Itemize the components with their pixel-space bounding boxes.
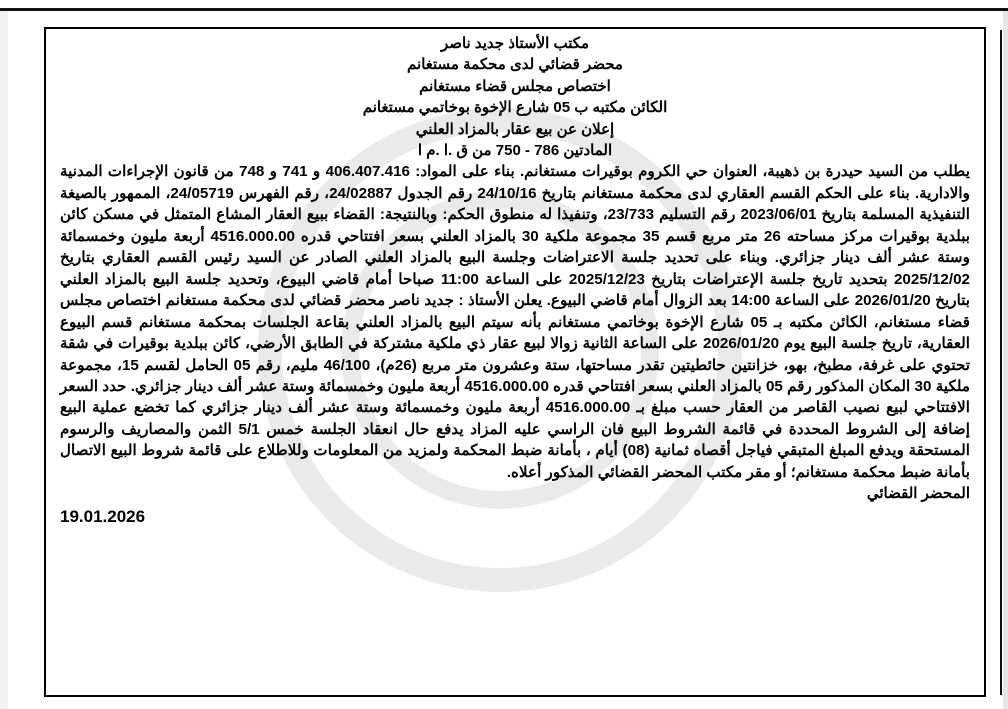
left-margin-strip — [0, 11, 8, 709]
column-divider — [1000, 30, 1002, 695]
notice-header — [60, 33, 970, 161]
header-line-title: إعلان عن بيع عقار بالمزاد العلني — [415, 120, 615, 138]
notice-date: 19.01.2026 — [60, 507, 146, 527]
header-line-office: مكتب الأستاذ جديد ناصر — [440, 35, 590, 52]
header-line-address: الكائن مكتبه ب 05 شارع الإخوة بوخاتمي مستغانم — [362, 99, 668, 117]
top-rule — [0, 8, 1008, 11]
right-margin-strip — [1003, 11, 1008, 709]
header-line-bailiff: محضر قضائي لدى محكمة مستغانم — [407, 56, 623, 74]
signature-title: المحضر القضائي — [866, 485, 970, 503]
header-line-jurisdiction: اختصاص مجلس قضاء مستغانم — [419, 77, 611, 95]
notice-body: يطلب من السيد حيدرة بن ذهيبة، العنوان حي الكروم بوقيرات مستغانم. بناء على المواد: 406.407.416 و 741 و 748 من قانون الإجراءات المدنية والادارية. بناء على الحكم القسم العقاري لدى محكمة مستغانم بتاريخ 24/10/16 رقم الجدول 24/02887، رقم الفهرس 24/05719، الممهور بالصيغة التنفيذية المسلمة بتاريخ 2023/06/01 رقم التسليم 23/733، وتنفيذا له منطوق الحكم: وبالنتيجة: القضاء ببيع العقار المشاع المتمثل في مسكن كائن ببلدية بوقيرات مركز مساحته 26 متر مربع قسم 35 مجموعة ملكية 30 بالمزاد العلني بسعر افتتاحي قدره 4516.000.00 أربعة مليون وخمسمائة وستة عشر ألف دينار جزائري. وبناء على تحديد جلسة الاعتراضات وجلسة البيع بالمزاد العلني الصادر عن السيد رئيس القسم العقاري بتاريخ 2025/12/02 بتحديد تاريخ جلسة الإعتراضات بتاريخ 2025/12/23 على الساعة 11:00 صباحا أمام قاضي البيوع، وتحديد جلسة البيع بالمزاد العلني بتاريخ 2026/01/20 على الساعة 14:00 بعد الزوال أمام قاضي البيوع. يعلن الأستاذ : جديد ناصر محضر قضائي لدى محكمة مستغانم اختصاص مجلس قضاء مستغانم، الكائن مكتبه بـ 05 شارع الإخوة بوخاتمي مستغانم بأنه سيتم البيع بالمزاد العلني بقاعة الجلسات بمحكمة مستغانم قسم البيوع العقارية، تاريخ جلسة البيع يوم 2026/01/20 على الساعة الثانية زوالا لبيع عقار ذي ملكية مشتركة في الطابق الأرضي، كائن ببلدية بوقيرات في شقة تحتوي على غرفة، مطبخ، بهو، خزانتين حائطيتين تقدر مساحتها، ستة وعشرون متر مربع (26م)، 46/100 مليم، رقم 05 الحامل لقسم 15، مجموعة ملكية 30 المكان المذكور رقم 05 بالمزاد العلني بسعر افتتاحي قدره 4516.000.00 أربعة مليون وخمسمائة وستة عشر ألف دينار جزائري. حدد السعر الافتتاحي لبيع نصيب القاصر من العقار حسب مبلغ بـ 4516.000.00 أربعة مليون وخمسمائة وستة عشر ألف دينار جزائري كما تخضع عملية البيع إضافة إلى الشروط المحددة في قائمة الشروط البيع فان الراسي عليه المزاد يدفع حال انعقاد الجلسة خمس 5/1 الثمن والمصاريف والرسوم المستحقة ويدفع المبلغ المتبقي فياجل أقصاه ثمانية (08) أيام ، بأمانة ضبط المحكمة ولمزيد من المعلومات وللاطلاع على قائمة شروط البيع الاتصال بأمانة ضبط محكمة مستغانم؛ أو مقر مكتب المحضر القضائي المذكور أعلاه. — [60, 163, 971, 481]
legal-notice-box — [44, 27, 986, 697]
header-line-articles: المادتين 786 - 750 من ق .ا .م ا — [417, 142, 613, 160]
